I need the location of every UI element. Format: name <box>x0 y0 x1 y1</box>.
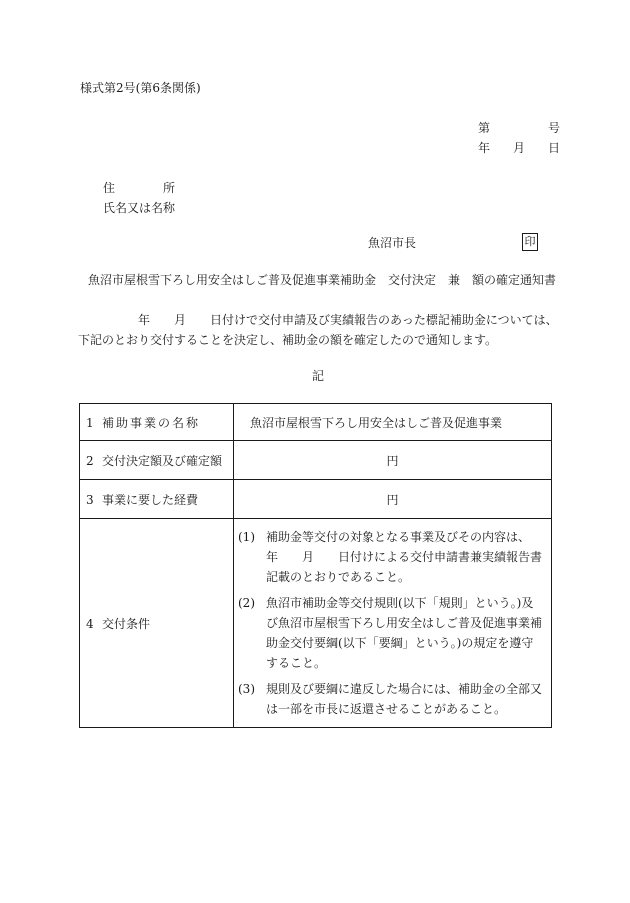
condition-item <box>238 527 543 587</box>
row-value: 円 <box>234 480 552 519</box>
body-line-1 <box>78 310 558 330</box>
document-number-suffix: 号 <box>547 121 560 135</box>
detail-table <box>79 403 552 728</box>
seal-mark: 印 <box>522 233 538 251</box>
row-label-text: 交付条件 <box>102 616 151 631</box>
row-number: 3 <box>86 492 94 507</box>
body-year: 年 <box>138 313 151 327</box>
condition-item <box>238 679 543 719</box>
condition-mark: (1) <box>238 530 255 544</box>
conditions-cell <box>234 519 552 728</box>
row-label <box>80 519 234 728</box>
conditions-list <box>234 519 551 727</box>
document-number-prefix: 第 <box>478 121 491 135</box>
ki-heading: 記 <box>312 369 325 383</box>
date-month: 月 <box>512 141 525 155</box>
row-number: 2 <box>86 453 94 468</box>
address-label <box>103 180 175 196</box>
row-value: 魚沼市屋根雪下ろし用安全はしご普及促進事業 <box>234 404 552 441</box>
date-year: 年 <box>478 141 491 155</box>
name-label: 氏名又は名称 <box>103 201 176 215</box>
body-line-1-text: 日付けで交付申請及び実績報告のあった標記補助金については、 <box>210 313 558 327</box>
body-line-2: 下記のとおり交付することを決定し、補助金の額を確定したので通知します。 <box>78 333 498 347</box>
row-label <box>80 480 234 519</box>
condition-text: 魚沼市補助金等交付規則(以下「規則」という。)及び魚沼市屋根雪下ろし用安全はしご普及促進事業補助金交付要綱(以下「要綱」という。)の規定を遵守すること。 <box>266 596 543 670</box>
address-label-part-2: 所 <box>162 181 175 195</box>
condition-mark: (3) <box>238 682 255 696</box>
condition-mark: (2) <box>238 596 255 610</box>
issue-date-line <box>478 140 560 156</box>
row-label-text: 交付決定額及び確定額 <box>102 453 223 468</box>
table-row <box>80 480 552 519</box>
row-label-text: 補助事業の名称 <box>102 415 201 430</box>
row-label <box>80 404 234 441</box>
address-label-part-1: 住 <box>103 181 116 195</box>
condition-item <box>238 593 543 673</box>
row-label <box>80 441 234 480</box>
date-day: 日 <box>547 141 560 155</box>
body-paragraph <box>78 310 558 350</box>
issuer-title: 魚沼市長 <box>368 236 417 250</box>
condition-text: 補助金等交付の対象となる事業及びその内容は、 年 月 日付けによる交付申請書兼実績報告書記載のとおりであること。 <box>266 530 543 584</box>
row-label-text: 事業に要した経費 <box>102 492 199 507</box>
body-month: 月 <box>174 313 187 327</box>
table-row <box>80 441 552 480</box>
row-value: 円 <box>234 441 552 480</box>
row-number: 1 <box>86 415 94 430</box>
document-title: 魚沼市屋根雪下ろし用安全はしご普及促進事業補助金 交付決定 兼 額の確定通知書 <box>88 273 557 287</box>
form-number: 様式第2号(第6条関係) <box>80 81 201 95</box>
table-row <box>80 519 552 728</box>
table-row <box>80 404 552 441</box>
condition-text: 規則及び要綱に違反した場合には、補助金の全部又は一部を市長に返還させることがあること。 <box>266 682 543 716</box>
row-number: 4 <box>86 616 94 631</box>
document-number-line <box>478 120 560 136</box>
